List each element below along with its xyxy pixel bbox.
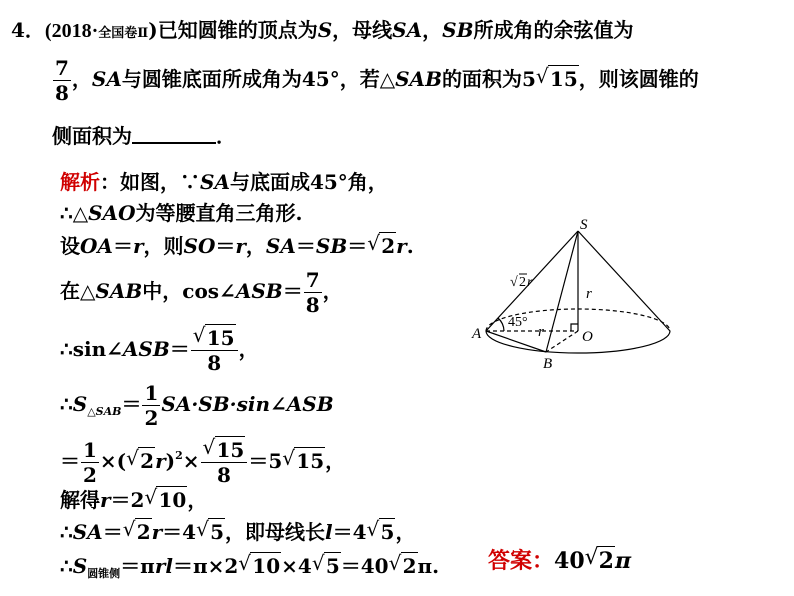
svg-text:2: 2 bbox=[519, 275, 526, 290]
label-base-r: r bbox=[538, 324, 544, 340]
label-O: O bbox=[582, 329, 593, 345]
question-line-1: 4．(2018·全国卷Ⅱ)已知圆锥的顶点为S，母线SA，SB所成角的余弦值为 bbox=[11, 18, 634, 42]
fraction-7-8: $\frac{7}{8}$ bbox=[55, 56, 69, 105]
chord-AB bbox=[486, 331, 546, 352]
solution-line-10: $\therefore S_{圆锥侧}=\pi rl=\pi\times 2$ √ 10×4 √ 5＝40 √ 2π. bbox=[60, 551, 440, 580]
label-height-r: r bbox=[586, 286, 592, 302]
question-line-3: 侧面积为 ． bbox=[52, 124, 236, 148]
solution-line-2: ∴△SAO为等腰直角三角形. bbox=[60, 201, 303, 225]
right-angle-mark bbox=[571, 324, 578, 331]
question-line-2: $\frac{7}{8}$ ，SA与圆锥底面所成角为45°，若△SAB的面积为5 √ 15，则该圆锥的 bbox=[55, 56, 699, 105]
answer-blank bbox=[132, 128, 216, 144]
solution-line-1: 解析：如图，∵SA与底面成45°角， bbox=[60, 170, 388, 194]
angle-arc bbox=[498, 318, 504, 331]
sqrt-15: √ 15 bbox=[535, 64, 578, 91]
label-slant bbox=[510, 274, 533, 290]
svg-text:r: r bbox=[527, 275, 533, 290]
answer: 答案：40 √ 2π bbox=[488, 545, 632, 574]
svg-text:√: √ bbox=[510, 275, 518, 290]
solution-line-3: 设OA＝r，则SO＝r，SA＝SB＝ √ 2r. bbox=[60, 231, 414, 258]
solution-line-7: ＝ $\frac{1}{2}$ ×( √ 2r)$^2$× √ 15 8 ＝5 √ 15， bbox=[60, 435, 346, 487]
label-A: A bbox=[472, 326, 482, 342]
solution-line-4: 在△SAB中，cos∠ASB＝ $\frac{7}{8}$ ， bbox=[60, 268, 343, 317]
solution-line-8: 解得r＝2 √ 10， bbox=[60, 485, 208, 512]
cone-diagram bbox=[468, 218, 684, 374]
label-angle: 45° bbox=[508, 315, 528, 330]
edge-right bbox=[578, 231, 670, 331]
label-S: S bbox=[580, 218, 588, 233]
solution-line-6: $\therefore S_{\triangle SAB}=$ $\frac{1}{2}$ SA·SB·sin∠ASB bbox=[60, 381, 334, 430]
label-B: B bbox=[543, 356, 553, 372]
solution-line-9: ∴SA＝ √ 2r＝4 √ 5，即母线长l＝4 √ 5， bbox=[60, 517, 416, 544]
sqrt-2: √ 2 bbox=[367, 231, 396, 258]
base-front-arc bbox=[486, 331, 670, 353]
solution-line-5: ∴sin∠ASB＝ √ 15 8 ， bbox=[60, 323, 259, 375]
